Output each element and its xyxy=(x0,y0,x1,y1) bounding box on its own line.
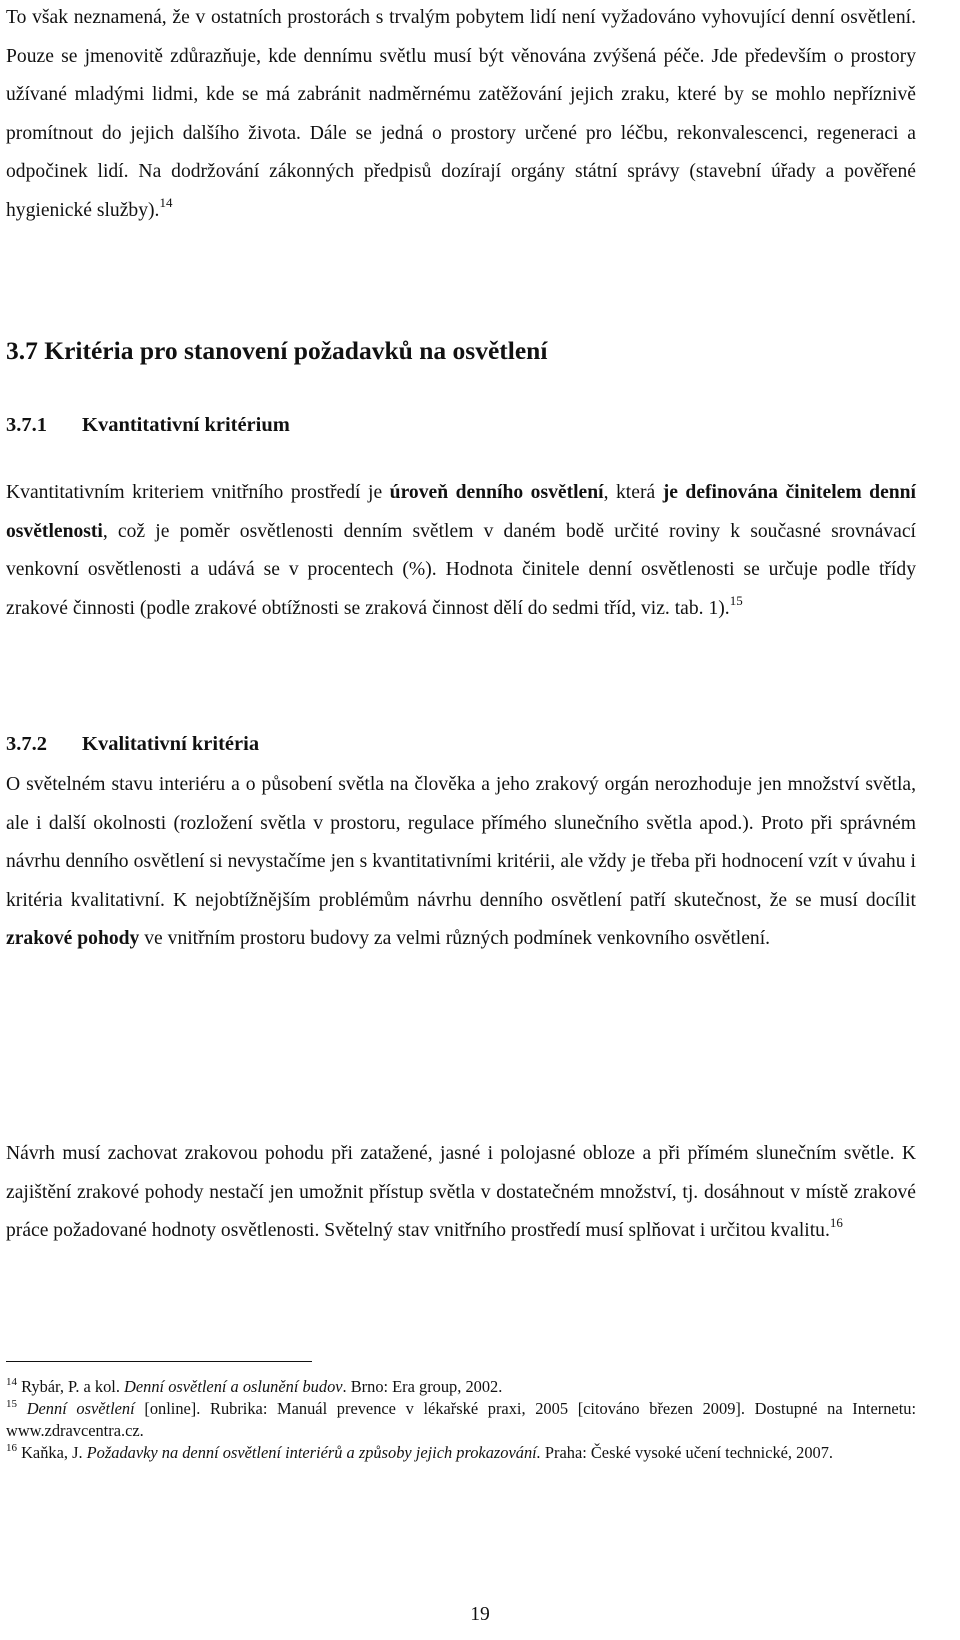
footnote-14: $^{14}$ Rybár, P. a kol. Denní osvětlení a oslunění budov. Brno: Era group, 2002. xyxy=(6,1376,503,1396)
section-title: Kvantitativní kritérium xyxy=(82,414,290,436)
section-heading-3-7-2 xyxy=(6,731,259,757)
section-heading-3-7: 3.7 Kritéria pro stanovení požadavků na osvětlení xyxy=(6,336,548,365)
page-number: 19 xyxy=(470,1604,490,1625)
section-number: 3.7.1 xyxy=(6,414,47,436)
qualitative-paragraph-2: Návrh musí zachovat zrakovou pohodu při zatažené, jasné i polojasné obloze a při přímém slunečním světle. K zajištění zrakové pohody nestačí jen umožnit přístup světla v dostatečném množství, tj. dosáhnout v místě zrakové práce požadované hodnoty osvětlenosti. Světelný stav vnitřního prostředí musí splňovat i určitou kvalitu.$^{16}$ xyxy=(6,1143,916,1241)
intro-paragraph: To však neznamená, že v ostatních prostorách s trvalým pobytem lidí není vyžadováno vyhovující denní osvětlení. Pouze se jmenovitě zdůrazňuje, kde dennímu světlu musí být věnována zvýšená péče. Jde především o prostory užívané mladými lidmi, kde se má zabránit nadměrnému zatěžování jejich zraku, které by se mohlo nepříznivě promítnout do jejich dalšího života. Dále se jedná o prostory určené pro léčbu, rekonvalescenci, regeneraci a odpočinek lidí. Na dodržování zákonných předpisů dozírají orgány státní správy (stavební úřady a pověřené hygienické služby).$^{14}$ xyxy=(6,7,916,221)
footnote-ref-16[interactable]: 16 xyxy=(829,1215,843,1230)
section-title: Kvalitativní kritéria xyxy=(82,733,260,755)
bold-term-visual-comfort: zrakové pohody xyxy=(6,928,140,949)
footnote-16: $^{16}$ Kaňka, J. Požadavky na denní osvětlení interiérů a způsoby jejich prokazování. Praha: České vysoké učení technické, 2007. xyxy=(6,1442,834,1462)
quantitative-paragraph: Kvantitativním kriteriem vnitřního prostředí je úroveň denního osvětlení, která je definována činitelem denní osvětlenosti, což je poměr osvětlenosti denním světlem v daném bodě určité roviny k současné srovnávací venkovní osvětlenosti a udává se v procentech (%). Hodnota činitele denní osvětlenosti se určuje podle třídy zrakové činnosti (podle zrakové obtížnosti se zraková činnost dělí do sedmi tříd, viz. tab. 1).$^{15}$ xyxy=(6,482,917,619)
bold-term-definition: je definována činitelem denní osvětlenosti xyxy=(6,482,917,542)
footnote-separator xyxy=(6,1361,312,1362)
footnote-15: $^{15}$ Denní osvětlení [online]. Rubrika: Manuál prevence v lékařské praxi, 2005 [citováno březen 2009]. Dostupné na Internetu: www.zdravcentra.cz. xyxy=(6,1398,916,1440)
section-heading-3-7-1 xyxy=(6,412,290,438)
footnote-ref-15[interactable]: 15 xyxy=(729,592,743,608)
footnote-ref-14[interactable]: 14 xyxy=(159,194,173,210)
section-number: 3.7.2 xyxy=(6,733,47,755)
bold-term-daylight-level: úroveň denního osvětlení xyxy=(389,482,604,503)
qualitative-paragraph-1: O světelném stavu interiéru a o působení světla na člověka a jeho zrakový orgán nerozhoduje jen množství světla, ale i další okolnosti (rozložení světla v prostoru, regulace přímého slunečního světla apod.). Proto při správném návrhu denního osvětlení si nevystačíme jen s kvantitativními kritérii, ale vždy je třeba při hodnocení vzít v úvahu i kritéria kvalitativní. K nejobtížnějším problémům návrhu denního osvětlení patří skutečnost, že se musí docílit zrakové pohody ve vnitřním prostoru budovy za velmi různých podmínek venkovního osvětlení. xyxy=(6,774,916,949)
